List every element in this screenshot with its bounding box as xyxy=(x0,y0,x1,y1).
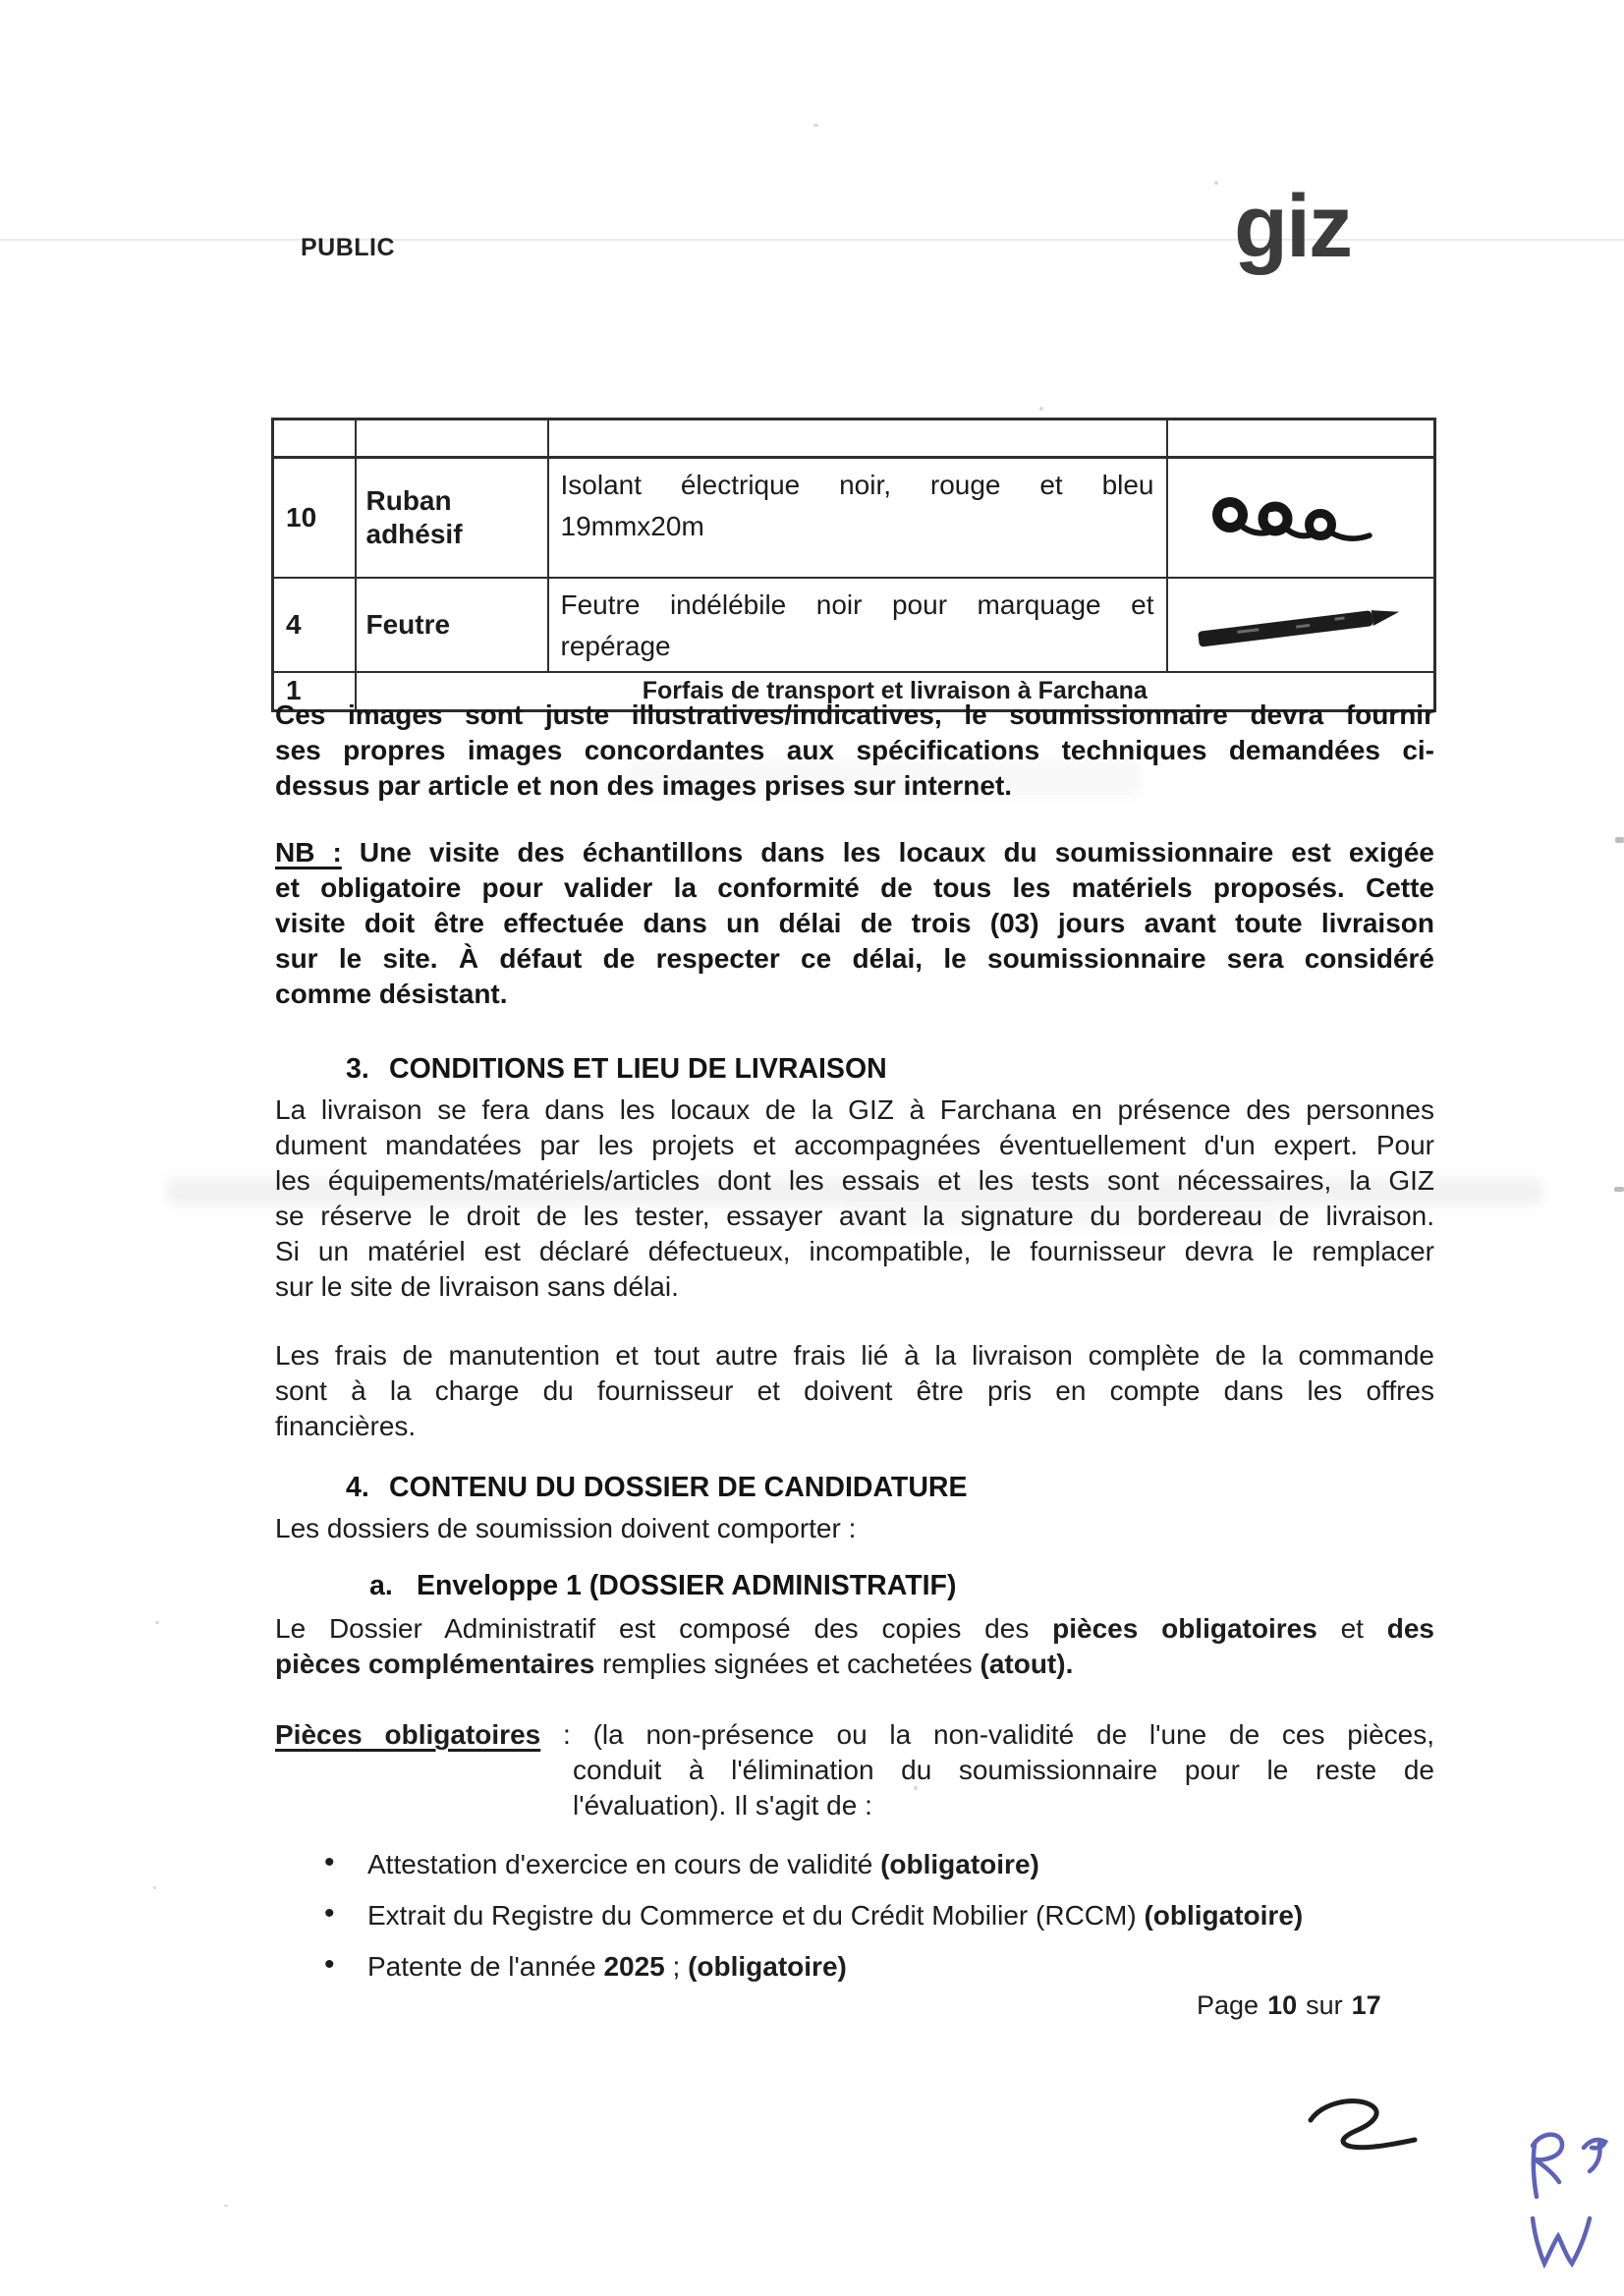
text-line: La livraison se fera dans les locaux de la GIZ à Farchana en présence des personnes xyxy=(275,1094,1434,1125)
text-segment-bold: pièces obligatoires xyxy=(1052,1613,1317,1644)
bullet-dot: • xyxy=(324,1948,335,1981)
item-name-cell: Feutre xyxy=(356,578,548,672)
desc-line: repérage xyxy=(560,630,671,661)
text-segment: remplies signées et cachetées xyxy=(594,1649,980,1679)
text-segment: Une visite des échantillons dans les locaux du soumissionnaire est exigée xyxy=(341,837,1434,868)
item-image-cell xyxy=(1167,578,1435,672)
desc-line: 19mmx20m xyxy=(560,511,704,541)
text-line xyxy=(275,1647,1434,1682)
scan-speck xyxy=(224,2205,228,2207)
section-number: 4. xyxy=(346,1472,369,1503)
table-row-feutre xyxy=(273,578,1435,672)
text-segment: ; xyxy=(664,1951,689,1982)
item-desc-cell xyxy=(548,578,1167,672)
qty-cell: 1 xyxy=(273,672,356,711)
text-line xyxy=(275,1611,1434,1647)
admin-file-paragraph xyxy=(275,1611,1434,1682)
qty-cell: 4 xyxy=(273,578,356,672)
section-title: CONDITIONS ET LIEU DE LIVRAISON xyxy=(389,1053,887,1085)
nb-label: NB : xyxy=(275,837,342,868)
section-4-heading xyxy=(346,1472,968,1504)
text-segment: : (la non-présence ou la non-validité de l'une de ces pièces, xyxy=(540,1719,1434,1750)
footer-word: sur xyxy=(1306,1990,1343,2020)
text-line: ses propres images concordantes aux spécifications techniques demandées ci- xyxy=(275,735,1434,765)
text-line: et obligatoire pour valider la conformité de tous les matériels proposés. Cette xyxy=(275,872,1434,903)
bullet-dot: • xyxy=(324,1846,335,1878)
marker-pen-image xyxy=(1178,586,1424,664)
footer-total-pages: 17 xyxy=(1351,1990,1381,2020)
section-title: Enveloppe 1 (DOSSIER ADMINISTRATIF) xyxy=(417,1570,957,1601)
mandatory-docs-label: Pièces obligatoires xyxy=(275,1719,541,1750)
text-segment-bold: (obligatoire) xyxy=(1144,1900,1304,1931)
scan-speck xyxy=(1214,181,1218,185)
text-segment: Attestation d'exercice en cours de validité xyxy=(367,1849,881,1879)
list-item xyxy=(324,1898,1434,1933)
text-segment-bold: (obligatoire) xyxy=(688,1951,847,1982)
mandatory-docs-paragraph xyxy=(275,1717,1434,1823)
footer-word: Page xyxy=(1197,1990,1260,2020)
text-segment-bold: 2025 xyxy=(603,1951,665,1982)
text-line xyxy=(275,835,1434,870)
text-line: sur le site de livraison sans délai. xyxy=(275,1271,679,1302)
item-name-cell: Ruban adhésif xyxy=(356,458,548,578)
scan-edge-mark xyxy=(1615,837,1624,843)
text-segment-bold: des xyxy=(1386,1613,1434,1644)
text-line: l'évaluation). Il s'agit de : xyxy=(573,1790,872,1820)
merged-transport-cell: Forfais de transport et livraison à Farchana xyxy=(356,672,1435,711)
text-line: Ces images sont juste illustratives/indicatives, le soumissionnaire devra fournir xyxy=(275,700,1434,730)
text-segment-bold: (atout). xyxy=(980,1649,1074,1679)
section-number: a. xyxy=(369,1570,393,1601)
text-line: les équipements/matériels/articles dont les essais et les tests sont nécessaires, la GIZ xyxy=(275,1165,1434,1196)
header-qty-cell xyxy=(273,420,356,458)
text-line: dument mandatées par les projets et accompagnées éventuellement d'un expert. Pour xyxy=(275,1130,1434,1160)
text-line: financières. xyxy=(275,1411,417,1441)
images-note-paragraph xyxy=(275,698,1434,804)
tape-glint xyxy=(1315,518,1319,523)
list-item xyxy=(324,1949,1434,1985)
submission-intro xyxy=(275,1511,1434,1546)
desc-line: Isolant électrique noir, rouge et bleu xyxy=(560,470,1154,500)
text-line: Les dossiers de soumission doivent comporter : xyxy=(275,1513,857,1543)
header-image-cell xyxy=(1167,420,1435,458)
classification-label: PUBLIC xyxy=(301,234,396,261)
list-item xyxy=(324,1847,1434,1882)
giz-logo: giz xyxy=(1234,178,1351,276)
mandatory-docs-list xyxy=(324,1847,1434,2000)
delivery-paragraph xyxy=(275,1092,1434,1305)
tape-glint xyxy=(1223,508,1229,514)
text-line: comme désistant. xyxy=(275,979,508,1009)
table-header-row xyxy=(273,420,1435,458)
item-image-cell xyxy=(1167,458,1435,578)
text-line xyxy=(275,1717,1434,1753)
table-row-ruban xyxy=(273,458,1435,578)
scan-speck xyxy=(155,1621,159,1624)
bullet-dot: • xyxy=(324,1897,335,1930)
text-line: conduit à l'élimination du soumissionnaire pour le reste de xyxy=(573,1755,1434,1785)
scan-speck xyxy=(1039,407,1043,411)
scan-edge-mark xyxy=(1614,1187,1624,1192)
text-segment-bold: pièces complémentaires xyxy=(275,1649,595,1679)
page-number xyxy=(1197,1990,1381,2021)
items-table xyxy=(271,418,1436,712)
text-segment: Patente de l'année xyxy=(367,1951,604,1982)
envelope-a-heading xyxy=(369,1570,956,1602)
handwritten-blue-initials xyxy=(1513,2122,1621,2211)
handwritten-squiggle-2 xyxy=(1299,2091,1436,2169)
text-segment: Le Dossier Administratif est composé des copies des xyxy=(275,1613,1053,1644)
text-line: se réserve le droit de les tester, essayer avant la signature du bordereau de livraison. xyxy=(275,1201,1434,1231)
text-line: sont à la charge du fournisseur et doivent être pris en compte dans les offres xyxy=(275,1375,1434,1406)
scan-speck xyxy=(813,124,818,127)
text-segment: Extrait du Registre du Commerce et du Crédit Mobilier (RCCM) xyxy=(367,1900,1145,1931)
scan-speck xyxy=(153,1886,156,1889)
tape-glint xyxy=(1268,512,1274,518)
tape-rolls-image xyxy=(1193,464,1409,572)
qty-cell: 10 xyxy=(273,458,356,578)
desc-line: Feutre indélébile noir pour marquage et xyxy=(560,588,1154,620)
text-segment-bold: (obligatoire) xyxy=(880,1849,1039,1879)
text-line: Les frais de manutention et tout autre frais lié à la livraison complète de la commande xyxy=(275,1340,1434,1371)
text-line: Si un matériel est déclaré défectueux, incompatible, le fournisseur devra le remplacer xyxy=(275,1236,1434,1266)
section-number: 3. xyxy=(346,1053,369,1085)
handwritten-blue-w xyxy=(1521,2209,1609,2277)
header-name-cell xyxy=(356,420,548,458)
scan-streak-line xyxy=(0,239,1624,241)
section-title: CONTENU DU DOSSIER DE CANDIDATURE xyxy=(389,1472,968,1503)
footer-current-page: 10 xyxy=(1267,1990,1298,2020)
text-segment: et xyxy=(1316,1613,1387,1644)
header-desc-cell xyxy=(548,420,1167,458)
text-line: dessus par article et non des images prises sur internet. xyxy=(275,770,1013,801)
text-line: visite doit être effectuée dans un délai de trois (03) jours avant toute livraison xyxy=(275,908,1434,938)
section-3-heading xyxy=(346,1053,887,1086)
text-line: sur le site. À défaut de respecter ce délai, le soumissionnaire sera considéré xyxy=(275,943,1434,974)
handling-fees-paragraph xyxy=(275,1338,1434,1444)
item-desc-cell xyxy=(548,458,1167,578)
nb-note-paragraph xyxy=(275,835,1434,1012)
